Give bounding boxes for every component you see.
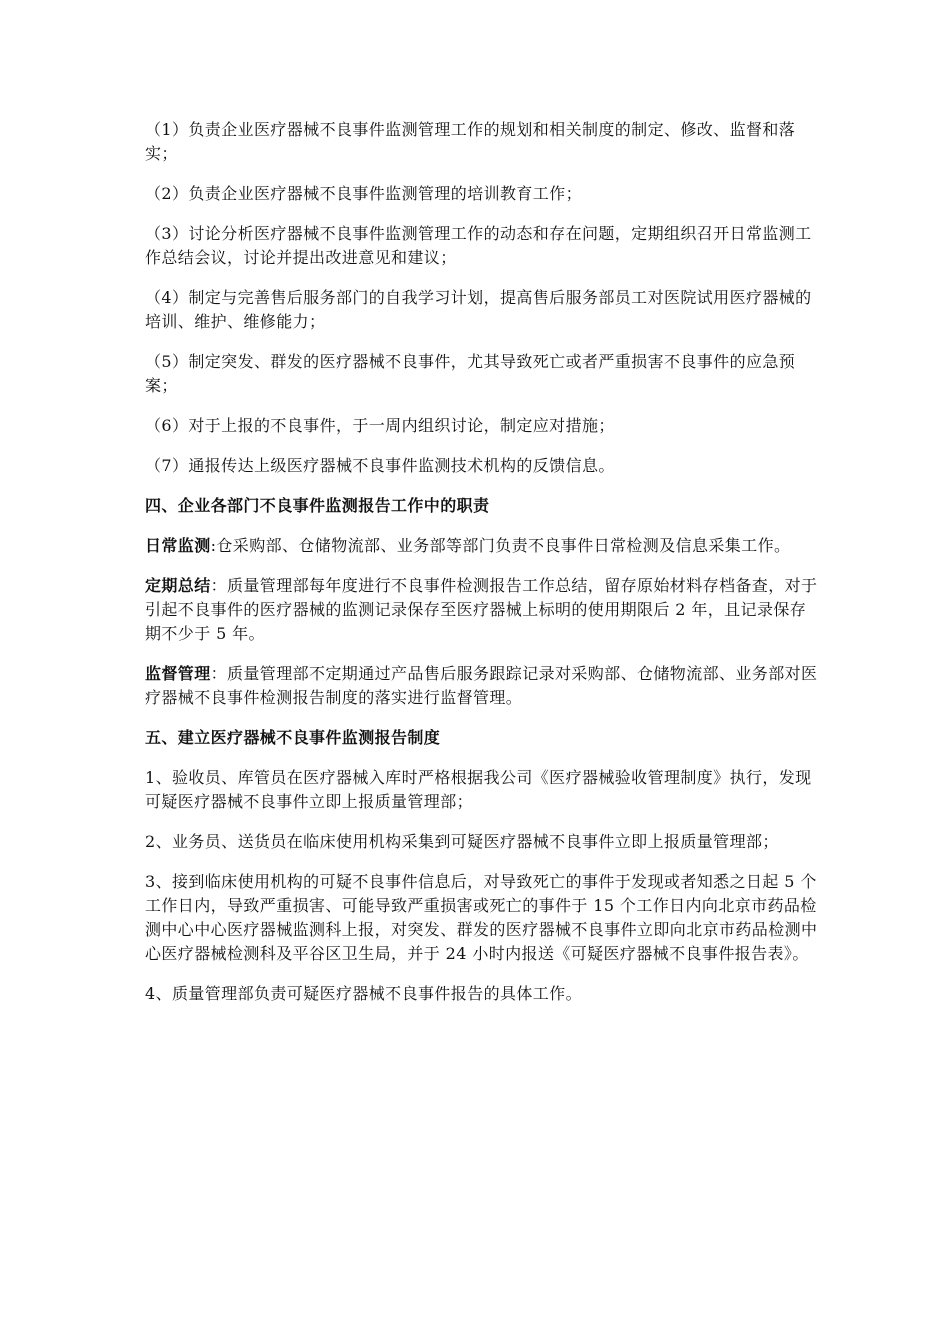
daily-monitoring-paragraph [145,534,821,558]
list-item: 3、接到临床使用机构的可疑不良事件信息后，对导致死亡的事件于发现或者知悉之日起 5 个工作日内，导致严重损害、可能导致严重损害或死亡的事件于 15 个工作日内向北京市药品检测中心中心医疗器械监测科上报，对突发、群发的医疗器械不良事件立即向北京市药品检测中心医疗器械检测科及平谷区卫生局，并于 24 小时内报送《可疑医疗器械不良事件报告表》。 [145,872,818,963]
list-item: 1、验收员、库管员在医疗器械入库时严格根据我公司《医疗器械验收管理制度》执行，发现可疑医疗器械不良事件立即上报质量管理部； [145,768,812,811]
document-body [145,118,821,1022]
list-item: （6）对于上报的不良事件，于一周内组织讨论，制定应对措施； [145,416,615,435]
supervision-text: ：质量管理部不定期通过产品售后服务跟踪记录对采购部、仓储物流部、业务部对医疗器械不良事件检测报告制度的落实进行监督管理。 [145,664,818,707]
periodic-summary-text: ：质量管理部每年度进行不良事件检测报告工作总结，留存原始材料存档备查，对于引起不良事件的医疗器械的监测记录保存至医疗器械上标明的使用期限后 2 年，且记录保存期不少于 5 年。 [145,576,818,643]
daily-monitoring-term: 日常监测 [145,536,211,555]
periodic-summary-term: 定期总结 [145,576,211,595]
supervision-term: 监督管理 [145,664,211,683]
list-item: （1）负责企业医疗器械不良事件监测管理工作的规划和相关制度的制定、修改、监督和落实； [145,120,796,163]
list-item: 2、业务员、送货员在临床使用机构采集到可疑医疗器械不良事件立即上报质量管理部； [145,832,779,851]
supervision-paragraph [145,662,821,710]
daily-monitoring-text: :仓采购部、仓储物流部、业务部等部门负责不良事件日常检测及信息采集工作。 [210,536,791,555]
list-item: 4、质量管理部负责可疑医疗器械不良事件报告的具体工作。 [145,984,582,1003]
list-item: （2）负责企业医疗器械不良事件监测管理的培训教育工作； [145,184,582,203]
section-heading-5: 五、建立医疗器械不良事件监测报告制度 [145,728,441,747]
list-item: （5）制定突发、群发的医疗器械不良事件，尤其导致死亡或者严重损害不良事件的应急预案； [145,352,796,395]
section-heading-4: 四、企业各部门不良事件监测报告工作中的职责 [145,496,490,515]
periodic-summary-paragraph [145,574,821,646]
list-item: （4）制定与完善售后服务部门的自我学习计划，提高售后服务部员工对医院试用医疗器械的培训、维护、维修能力； [145,288,812,331]
list-item: （7）通报传达上级医疗器械不良事件监测技术机构的反馈信息。 [145,456,615,475]
list-item: （3）讨论分析医疗器械不良事件监测管理工作的动态和存在问题，定期组织召开日常监测工作总结会议，讨论并提出改进意见和建议； [145,224,812,267]
